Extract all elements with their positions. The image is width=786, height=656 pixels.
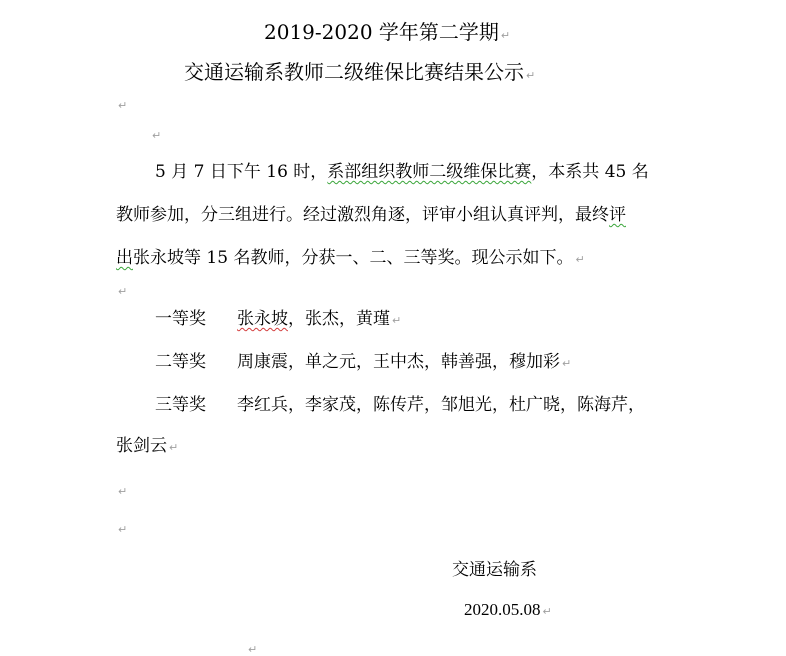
award-first-names: ，张杰，黄瑾 [288,309,390,329]
para-text: 系部组织教师二级维保比赛 [327,162,532,182]
para-text: 张永坡等 15 名教师，分获一、二、三等奖。现公示如下。 [133,248,574,268]
award-first-label: 一等奖 [155,309,206,329]
doc-title-term [264,18,510,50]
award-third-row-cont [116,434,178,460]
paragraph-mark-icon: ↵ [118,285,128,298]
body-paragraph-line-3 [116,246,585,272]
award-second-names: 周康震，单之元，王中杰，韩善强，穆加彩 [237,352,560,372]
paragraph-mark-icon: ↵ [562,357,572,370]
paragraph-mark-icon: ↵ [526,69,536,82]
award-second-label: 二等奖 [155,352,206,372]
award-first-row [155,307,401,333]
award-first-name: 张永坡 [237,309,288,329]
award-third-label: 三等奖 [155,395,206,415]
signature-date-text: 2020.05.08 [464,600,541,619]
paragraph-mark-icon: ↵ [392,314,402,327]
doc-title-main [184,58,535,90]
doc-title-term-text: 2019-2020 学年第二学期 [264,20,499,44]
empty-paragraph [116,92,127,118]
para-text: 评 [609,205,626,225]
signature-department [452,558,537,582]
paragraph-mark-icon: ↵ [152,129,162,142]
award-third-row [155,393,645,417]
empty-paragraph [150,122,161,148]
signature-department-text: 交通运输系 [452,560,537,580]
award-third-names: 李红兵，李家茂，陈传芹，邹旭光，杜广晓，陈海芹， [237,395,645,415]
paragraph-mark-icon: ↵ [500,29,511,42]
paragraph-mark-icon: ↵ [118,523,128,536]
empty-paragraph [116,478,127,504]
award-second-row [155,350,571,376]
para-text: 教师参加，分三组进行。经过激烈角逐，评审小组认真评判，最终 [116,205,609,225]
empty-paragraph [246,636,257,656]
signature-date [464,598,552,624]
paragraph-mark-icon: ↵ [118,485,128,498]
paragraph-mark-icon: ↵ [118,99,128,112]
para-text: ，本系共 45 名 [531,162,649,182]
paragraph-mark-icon: ↵ [248,643,258,656]
paragraph-mark-icon: ↵ [575,253,585,266]
empty-paragraph [116,278,127,304]
paragraph-mark-icon: ↵ [169,441,179,454]
award-third-names-cont: 张剑云 [116,436,167,456]
para-text: 5 月 7 日下午 16 时， [155,162,328,182]
doc-title-main-text: 交通运输系教师二级维保比赛结果公示 [184,60,524,84]
body-paragraph-line-1 [155,160,649,184]
empty-paragraph [116,516,127,542]
paragraph-mark-icon: ↵ [542,605,552,618]
body-paragraph-line-2 [116,203,626,227]
para-text: 出 [116,248,133,268]
